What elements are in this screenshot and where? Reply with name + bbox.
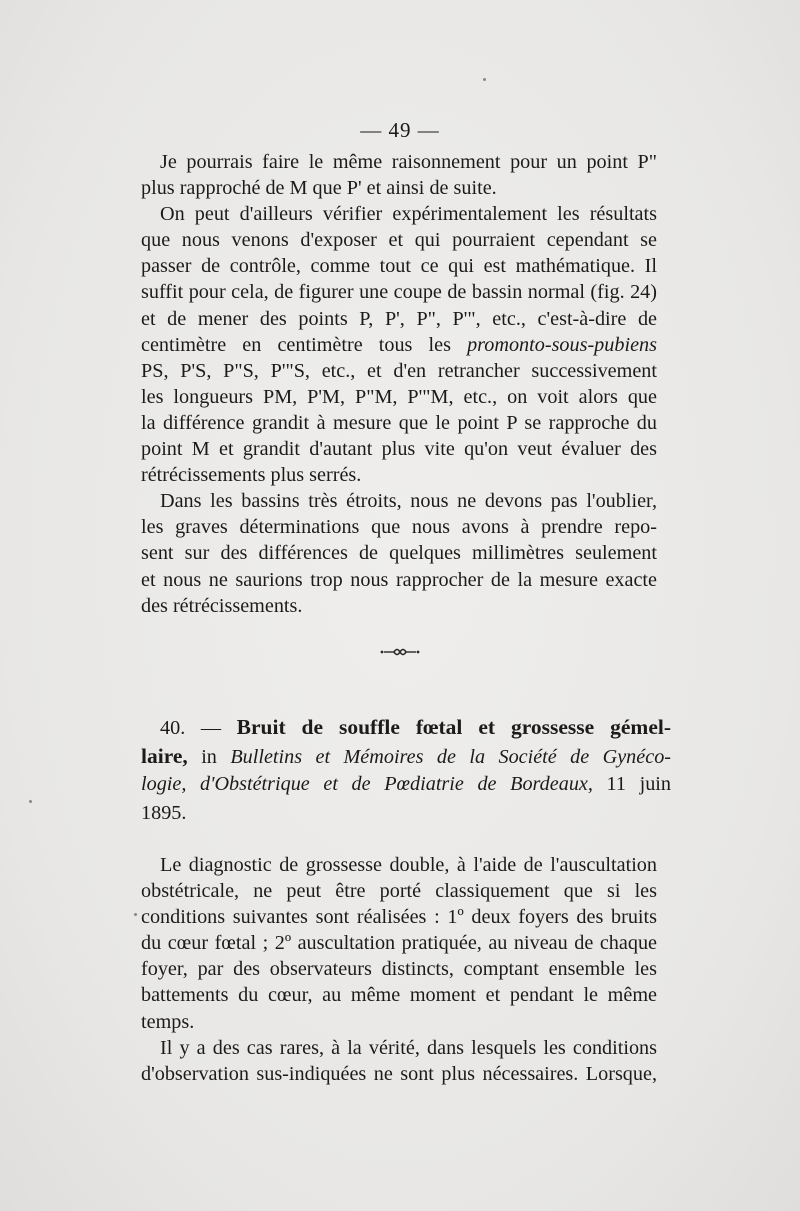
text-line: Il y a des cas rares, à la vérité, dans lesquels les conditions xyxy=(160,1036,657,1059)
journal-name-cont: logie, d'Obstétrique et de Pœdiatrie de Bordeaux, xyxy=(141,773,593,795)
text-block-top xyxy=(141,149,657,619)
text-line: rétrécissements plus serrés. xyxy=(141,464,362,487)
text-fragment: centimètre en centimètre tous les xyxy=(141,333,451,356)
heading-line xyxy=(141,770,671,799)
scan-speck xyxy=(134,913,137,916)
text-line: Dans les bassins très étroits, nous ne devons pas l'oublier, xyxy=(160,490,657,513)
text-line: les longueurs PM, P'M, P"M, P'"M, etc., on voit alors que xyxy=(141,385,657,408)
text-line: conditions suivantes sont réalisées : 1º deux foyers des bruits xyxy=(141,906,657,929)
section-title-cont: laire, xyxy=(141,743,188,768)
heading-line xyxy=(141,713,671,742)
text-line-with-italic xyxy=(141,332,657,358)
text-line: point M et grandit d'autant plus vite qu'on veut évaluer des xyxy=(141,438,657,461)
heading-line: 1895. xyxy=(141,801,187,824)
scan-speck xyxy=(29,800,32,803)
text-line: Le diagnostic de grossesse double, à l'aide de l'auscultation xyxy=(160,854,657,876)
text-line: du cœur fœtal ; 2º auscultation pratiquée, au niveau de chaque xyxy=(141,932,657,955)
text-line: foyer, par des observateurs distincts, comptant ensemble les xyxy=(141,958,657,981)
journal-name: Bulletins et Mémoires de la Société de Gynéco- xyxy=(230,745,672,768)
in-word: in xyxy=(201,745,217,768)
section-title: Bruit de souffle fœtal et grossesse gémel- xyxy=(236,715,671,739)
italic-term: promonto-sous-pubiens xyxy=(467,333,657,356)
text-line: plus rapproché de M que P' et ainsi de suite. xyxy=(141,177,497,200)
text-line: suffit pour cela, de figurer une coupe de bassin normal (fig. 24) xyxy=(141,281,657,304)
fleuron-ornament-icon xyxy=(370,644,430,660)
text-line: d'observation sus-indiquées ne sont plus nécessaires. Lorsque, xyxy=(141,1062,657,1085)
heading-line xyxy=(141,742,671,771)
text-line: temps. xyxy=(141,1010,195,1033)
text-line: passer de contrôle, comme tout ce qui est mathématique. Il xyxy=(141,255,657,278)
text-line: que nous venons d'exposer et qui pourraient cependant se xyxy=(141,229,657,252)
scan-speck xyxy=(483,78,486,81)
text-line: obstétricale, ne peut être porté classiquement que si les xyxy=(141,880,657,903)
text-line: On peut d'ailleurs vérifier expérimentalement les résultats xyxy=(160,203,657,226)
text-line: battements du cœur, au même moment et pendant le même xyxy=(141,984,657,1007)
text-line: et de mener des points P, P', P", P'", etc., c'est-à-dire de xyxy=(141,307,657,330)
publication-date: 11 juin xyxy=(606,773,672,795)
text-line: des rétrécissements. xyxy=(141,594,303,617)
page-number: — 49 — xyxy=(360,118,440,142)
text-block-bottom xyxy=(141,852,657,1087)
text-line: Je pourrais faire le même raisonnement pour un point P" xyxy=(160,151,657,173)
section-number: 40. — xyxy=(160,717,222,739)
text-line: la différence grandit à mesure que le point P se rapproche du xyxy=(141,411,657,434)
text-line: sent sur des différences de quelques millimètres seulement xyxy=(141,542,657,565)
text-line: PS, P'S, P"S, P'"S, etc., et d'en retrancher successivement xyxy=(141,359,657,382)
text-line: et nous ne saurions trop nous rapprocher de la mesure exacte xyxy=(141,568,657,591)
section-heading xyxy=(141,713,671,827)
text-line: les graves déterminations que nous avons à prendre repo- xyxy=(141,516,657,539)
